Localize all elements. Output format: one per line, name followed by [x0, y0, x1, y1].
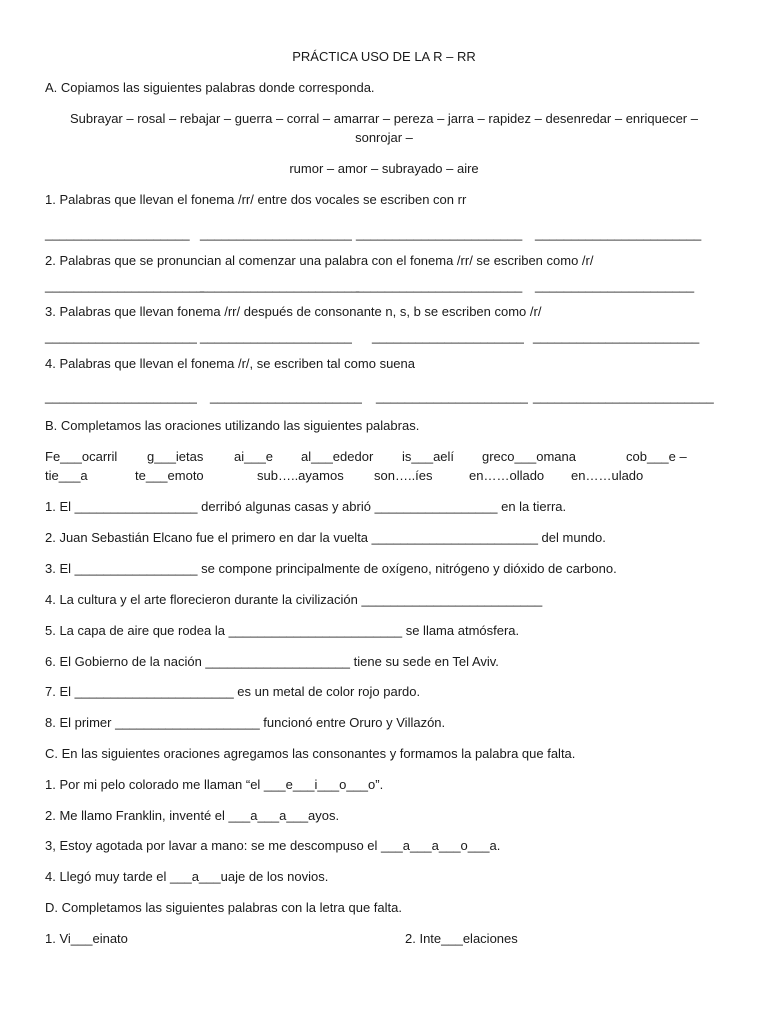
blank-field[interactable]: _______________________ [356, 278, 523, 293]
word-item: cob___e – [626, 449, 687, 464]
sentence-b-8: 8. El primer ____________________ funcionó entre Oruro y Villazón. [45, 715, 446, 730]
sentence-c-3: 3, Estoy agotada por lavar a mano: se me descompuso el ___a___a___o___a. [45, 838, 501, 853]
blank-field[interactable]: ______________________ [535, 278, 695, 293]
item-d-1: 1. Vi___einato [45, 931, 128, 946]
word-item: sub…..ayamos [257, 468, 344, 483]
rule-1: 1. Palabras que llevan el fonema /rr/ entre dos vocales se escriben con rr [45, 192, 467, 207]
word-item: al___ededor [301, 449, 374, 464]
sentence-b-2: 2. Juan Sebastián Elcano fue el primero en dar la vuelta _______________________ del mundo. [45, 530, 606, 545]
word-item: son…..íes [374, 468, 433, 483]
blank-field[interactable]: _________________________ [533, 389, 714, 404]
sentence-b-5: 5. La capa de aire que rodea la ________________________ se llama atmósfera. [45, 623, 520, 638]
word-item: greco___omana [482, 449, 576, 464]
blank-field[interactable]: _______________________ [535, 226, 702, 241]
section-d-heading: D. Completamos las siguientes palabras con la letra que falta. [45, 900, 402, 915]
word-item: en……ulado [571, 468, 644, 483]
blank-row-3 [45, 329, 710, 345]
word-list-line-3: rumor – amor – subrayado – aire [289, 161, 479, 176]
blank-field[interactable]: _____________________ [200, 329, 352, 344]
word-item: te___emoto [135, 468, 204, 483]
word-list-line-1: Subrayar – rosal – rebajar – guerra – corral – amarrar – pereza – jarra – rapidez – desenredar – enriquecer – [70, 111, 698, 126]
blank-field[interactable]: ______________________ [200, 278, 360, 293]
page-title: PRÁCTICA USO DE LA R – RR [292, 49, 476, 64]
item-d-2: 2. Inte___elaciones [405, 931, 518, 946]
rule-3: 3. Palabras que llevan fonema /rr/ después de consonante n, s, b se escriben como /r/ [45, 304, 542, 319]
word-list-line-2: sonrojar – [355, 130, 413, 145]
blank-row-2 [45, 278, 710, 294]
word-item: Fe___ocarril [45, 449, 118, 464]
word-item: ai___e [234, 449, 274, 464]
blank-field[interactable]: ______________________ [45, 278, 205, 293]
word-item: tie___a [45, 468, 88, 483]
sentence-b-7: 7. El ______________________ es un metal de color rojo pardo. [45, 684, 421, 699]
blank-field[interactable]: _____________________ [376, 389, 528, 404]
section-a-heading: A. Copiamos las siguientes palabras donde corresponda. [45, 80, 375, 95]
blank-field[interactable]: _____________________ [210, 389, 362, 404]
blank-row-1 [45, 226, 710, 242]
section-c-heading: C. En las siguientes oraciones agregamos las consonantes y formamos la palabra que falta. [45, 746, 576, 761]
sentence-b-6: 6. El Gobierno de la nación ____________________ tiene su sede en Tel Aviv. [45, 654, 499, 669]
sentence-c-2: 2. Me llamo Franklin, inventé el ___a___a___ayos. [45, 808, 340, 823]
blank-field[interactable]: _____________________ [200, 226, 352, 241]
blank-row-4 [45, 389, 714, 405]
section-b-heading: B. Completamos las oraciones utilizando las siguientes palabras. [45, 418, 420, 433]
rule-2: 2. Palabras que se pronuncian al comenzar una palabra con el fonema /rr/ se escriben como /r/ [45, 253, 594, 268]
blank-field[interactable]: _____________________ [372, 329, 524, 344]
word-item: g___ietas [147, 449, 204, 464]
rule-4: 4. Palabras que llevan el fonema /r/, se escriben tal como suena [45, 356, 415, 371]
sentence-b-3: 3. El _________________ se compone principalmente de oxígeno, nitrógeno y dióxido de carbono. [45, 561, 617, 576]
blank-field[interactable]: _____________________ [45, 389, 197, 404]
sentence-b-1: 1. El _________________ derribó algunas casas y abrió _________________ en la tierra. [45, 499, 567, 514]
blank-field[interactable]: _______________________ [356, 226, 523, 241]
sentence-c-1: 1. Por mi pelo colorado me llaman “el ___e___i___o___o”. [45, 777, 384, 792]
sentence-c-4: 4. Llegó muy tarde el ___a___uaje de los novios. [45, 869, 329, 884]
blank-field[interactable]: _______________________ [533, 329, 700, 344]
blank-field[interactable]: _____________________ [45, 329, 197, 344]
word-item: is___aelí [402, 449, 455, 464]
blank-field[interactable]: ____________________ [45, 226, 190, 241]
sentence-b-4: 4. La cultura y el arte florecieron durante la civilización _________________________ [45, 592, 543, 607]
word-item: en……ollado [469, 468, 545, 483]
